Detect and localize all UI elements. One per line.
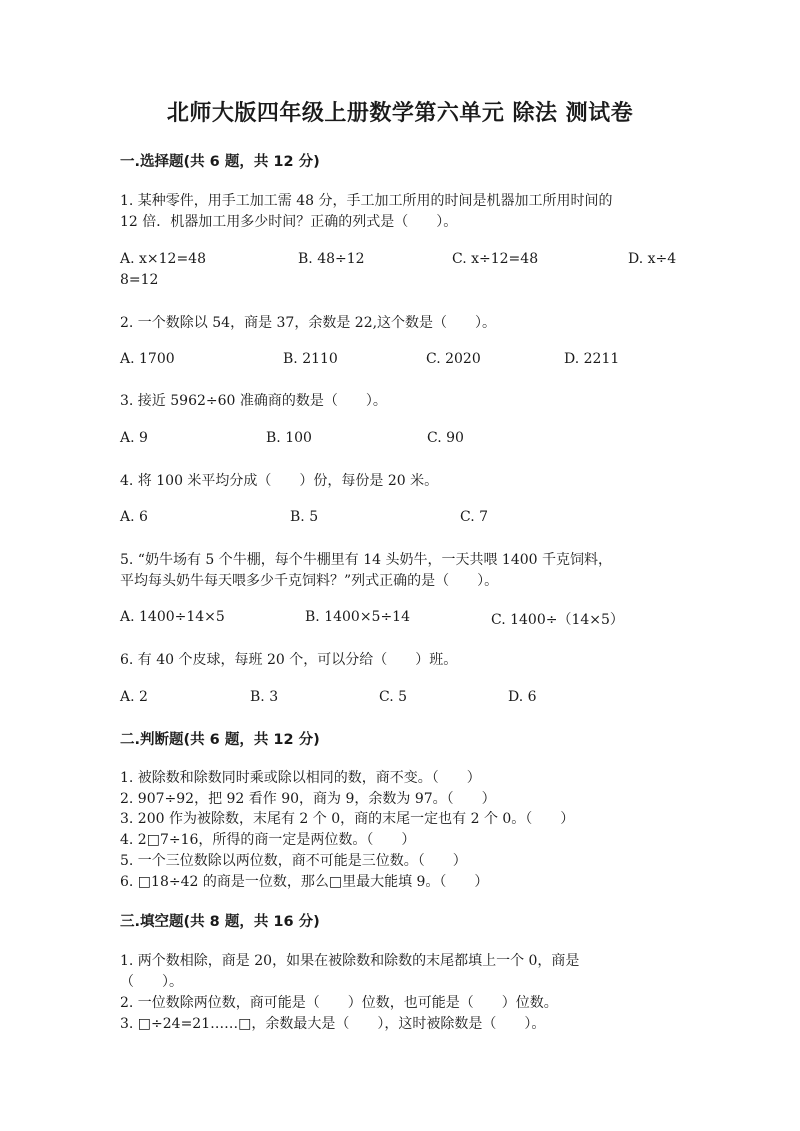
option-a: A. x×12=48 xyxy=(120,251,206,267)
option-c: C. 7 xyxy=(460,509,489,525)
option-c: C. 1400÷（14×5） xyxy=(491,612,624,628)
option-a: A. 6 xyxy=(120,509,148,525)
section-heading-judge: 二.判断题(共 6 题，共 12 分) xyxy=(120,732,320,748)
question-text: 2. 一个数除以 54，商是 37，余数是 22,这个数是（ ）。 xyxy=(120,315,497,331)
option-b: B. 2110 xyxy=(283,351,338,367)
question-text: 平均每头奶牛每天喂多少千克饲料？”列式正确的是（ ）。 xyxy=(120,573,499,589)
fill-item: 3. □÷24=21……□，余数最大是（ ），这时被除数是（ ）。 xyxy=(120,1016,546,1032)
option-c: C. 2020 xyxy=(426,351,481,367)
judge-item: 4. 2□7÷16，所得的商一定是两位数。（ ） xyxy=(120,832,416,848)
option-d: D. x÷4 xyxy=(628,251,677,267)
section-heading-fill: 三.填空题(共 8 题，共 16 分) xyxy=(120,914,320,930)
option-d: D. 2211 xyxy=(564,351,620,367)
option-b: B. 3 xyxy=(250,689,279,705)
judge-item: 6. □18÷42 的商是一位数，那么□里最大能填 9。（ ） xyxy=(120,874,489,890)
judge-item: 1. 被除数和除数同时乘或除以相同的数，商不变。（ ） xyxy=(120,770,481,786)
fill-item: 1. 两个数相除，商是 20，如果在被除数和除数的末尾都填上一个 0，商是 xyxy=(120,953,580,969)
judge-item: 3. 200 作为被除数，末尾有 2 个 0，商的末尾一定也有 2 个 0。（ ） xyxy=(120,811,575,827)
option-a: A. 9 xyxy=(120,430,148,446)
page-title: 北师大版四年级上册数学第六单元 除法 测试卷 xyxy=(166,101,634,126)
fill-item: （ ）。 xyxy=(120,974,183,990)
option-c: C. 90 xyxy=(427,430,464,446)
question-text: 1. 某种零件，用手工加工需 48 分，手工加工所用的时间是机器加工所用时间的 xyxy=(120,193,613,209)
option-a: A. 1400÷14×5 xyxy=(120,609,225,625)
question-text: 5. “奶牛场有 5 个牛棚，每个牛棚里有 14 头奶牛，一天共喂 1400 千克饲料， xyxy=(120,552,613,568)
question-text: 6. 有 40 个皮球，每班 20 个，可以分给（ ）班。 xyxy=(120,652,458,668)
fill-item: 2. 一位数除两位数，商可能是（ ）位数，也可能是（ ）位数。 xyxy=(120,995,558,1011)
option-a: A. 2 xyxy=(120,689,148,705)
option-c: C. x÷12=48 xyxy=(452,251,539,267)
section-heading-choice: 一.选择题(共 6 题，共 12 分) xyxy=(120,154,320,170)
option-b: B. 1400×5÷14 xyxy=(305,609,410,625)
option-d: D. 6 xyxy=(508,689,537,705)
option-b: B. 5 xyxy=(290,509,319,525)
question-text: 12 倍．机器加工用多少时间？正确的列式是（ ）。 xyxy=(120,214,458,230)
judge-item: 2. 907÷92，把 92 看作 90，商为 9，余数为 97。（ ） xyxy=(120,791,496,807)
option-d-wrap: 8=12 xyxy=(120,272,159,288)
option-b: B. 100 xyxy=(266,430,312,446)
judge-item: 5. 一个三位数除以两位数，商不可能是三位数。（ ） xyxy=(120,853,467,869)
question-text: 4. 将 100 米平均分成（ ）份，每份是 20 米。 xyxy=(120,473,439,489)
option-c: C. 5 xyxy=(379,689,408,705)
option-a: A. 1700 xyxy=(120,351,175,367)
option-b: B. 48÷12 xyxy=(298,251,365,267)
question-text: 3. 接近 5962÷60 准确商的数是（ ）。 xyxy=(120,393,387,409)
